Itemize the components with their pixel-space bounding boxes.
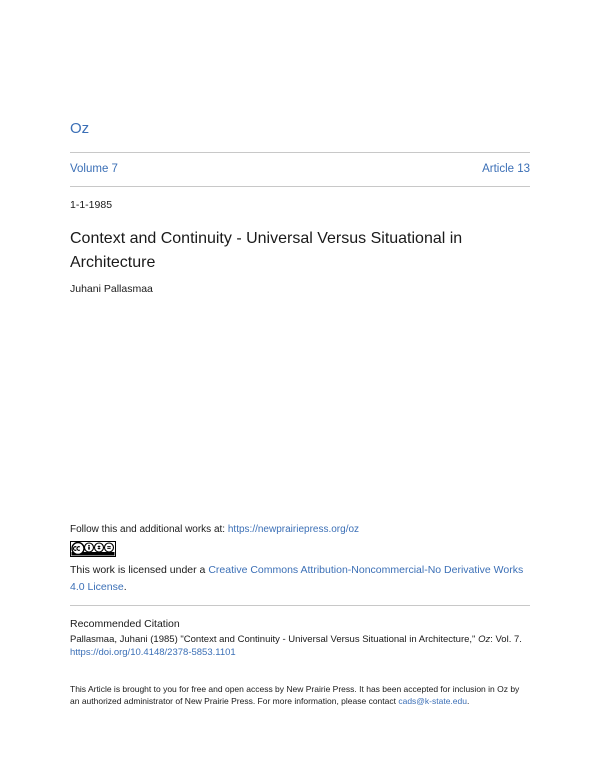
license-suffix: . (123, 581, 127, 593)
doi-link[interactable]: https://doi.org/10.4148/2378-5853.1101 (70, 647, 236, 658)
volume-link[interactable]: Volume 7 (70, 163, 118, 175)
license-prefix: This work is licensed under a (70, 564, 209, 576)
divider-citation (70, 605, 530, 606)
cc-by-nc-nd-badge-icon[interactable] (70, 541, 116, 557)
citation-text (70, 633, 530, 659)
follow-line (70, 524, 359, 535)
citation-journal: Oz (478, 634, 491, 645)
follow-link[interactable]: https://newprairiepress.org/oz (227, 524, 360, 535)
citation-body: Pallasmaa, Juhani (1985) "Context and Continuity - Universal Versus Situational in Architecture," (70, 634, 479, 645)
journal-name[interactable]: Oz (70, 120, 90, 137)
author-name: Juhani Pallasmaa (70, 283, 153, 295)
article-title: Context and Continuity - Universal Versus Situational in Architecture (70, 230, 463, 271)
contact-email-link[interactable]: cads@k-state.edu (398, 696, 467, 706)
divider-top (70, 152, 530, 153)
follow-prefix: Follow this and additional works at: (70, 524, 228, 535)
footer-note (70, 683, 530, 707)
divider-bottom (70, 186, 530, 187)
recommended-citation-heading: Recommended Citation (70, 618, 180, 630)
article-link[interactable]: Article 13 (482, 163, 530, 175)
publication-date: 1-1-1985 (70, 199, 113, 211)
license-line (70, 562, 530, 596)
license-link[interactable]: Creative Commons Attribution-Noncommercial-No Derivative Works 4.0 License (70, 564, 524, 593)
footer-end: . (466, 696, 470, 706)
citation-volume: : Vol. 7. (490, 634, 522, 645)
footer-text: This Article is brought to you for free and open access by New Prairie Press. It has been accepted for inclusion in Oz by an authorized administrator of New Prairie Press. For more information, please contact (70, 684, 520, 706)
